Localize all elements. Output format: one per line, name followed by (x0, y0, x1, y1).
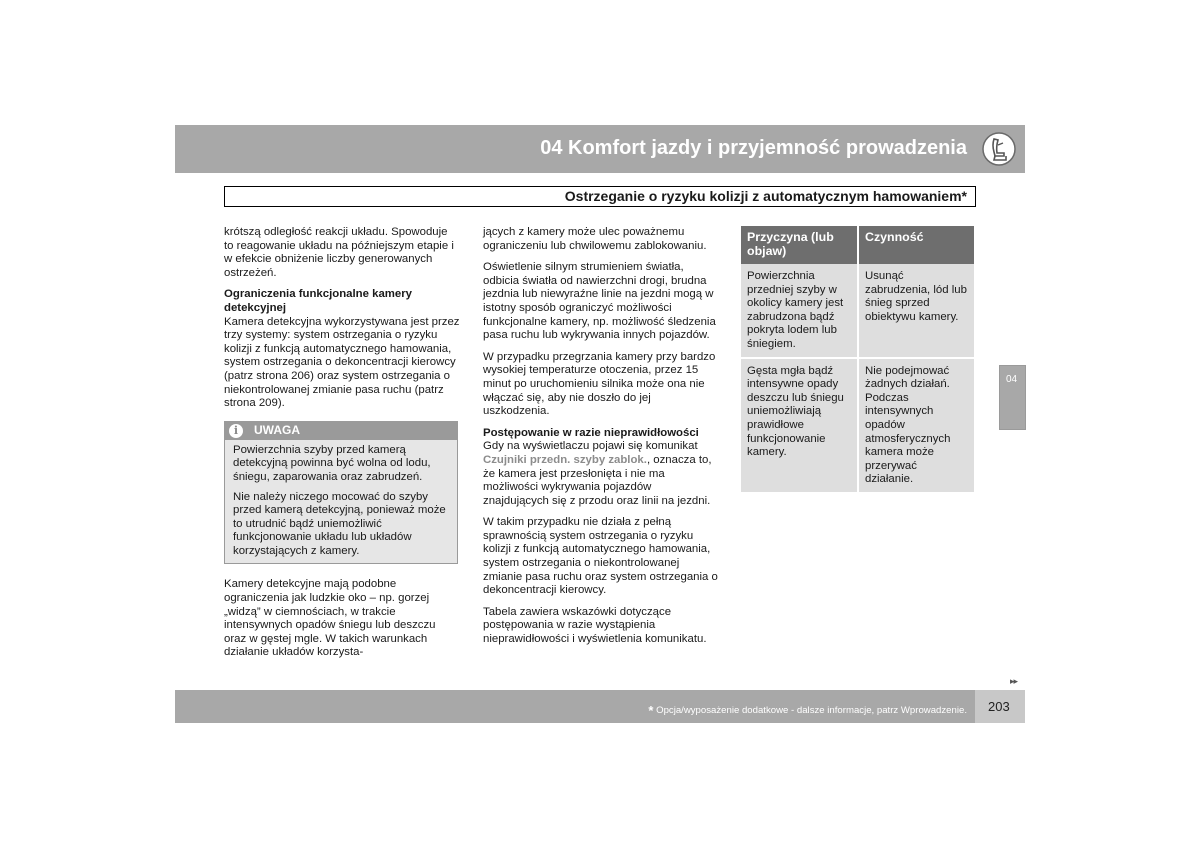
paragraph: Oświetlenie silnym strumieniem światła, odbicia światła od nawierzchni drogi, brudna jezdnia lub niewyraźne linie na jezdni mogą w istotny sposób ograniczyć możliwości funkcjonalne kamery, np. możliwość śledzenia pasa ruchu lub wykrywania innych pojazdów. (483, 261, 716, 342)
subheading: Ograniczenia funkcjonalne kamery detekcyjnej (224, 288, 413, 314)
chapter-title: 04 Komfort jazdy i przyjemność prowadzenia (540, 137, 967, 159)
note-paragraph: Powierzchnia szyby przed kamerą detekcyjną powinna być wolna od lodu, śniegu, zaparowania oraz zabrudzeń. (233, 443, 431, 483)
paragraph: Kamera detekcyjna wykorzystywana jest przez trzy systemy: system ostrzegania o ryzyku kolizji z funkcją automatycznego hamowania, system ostrzegania o dekoncentracji kierowcy (patrz strona 206) oraz system ostrzegania o niekontrolowanej zmianie pasa ruchu (patrz strona 209). (224, 315, 460, 410)
footer-note (648, 703, 967, 718)
paragraph: jących z kamery może ulec poważnemu ograniczeniu lub chwilowemu zablokowaniu. (483, 226, 707, 252)
section-title-box (224, 186, 976, 207)
note-paragraph: Nie należy niczego mocować do szyby przed kamerą detekcyjną, ponieważ może to utrudnić bądź uniemożliwić funkcjonowanie układu lub układów korzystających z kamery. (233, 490, 446, 557)
table-cell: Usunąć zabrudzenia, lód lub śnieg sprzed obiektywu kamery. (857, 264, 974, 357)
paragraph: krótszą odległość reakcji układu. Spowoduje to reagowanie układu na późniejszym etapie i w efekcie obniżenie liczby generowanych ostrzeżeń. (224, 226, 454, 279)
asterisk: * (648, 703, 654, 718)
table-cell: Powierzchnia przedniej szyby w okolicy kamery jest zabrudzona bądź pokryta lodem lub śniegiem. (741, 264, 857, 357)
footer-note-text: Opcja/wyposażenie dodatkowe - dalsze informacje, patrz Wprowadzenie. (653, 705, 967, 716)
text-run: , oznacza to, że kamera jest przesłonięta i nie ma możliwości wykrywania pojazdów znajdujących się z przodu oraz linii na jezdni. (483, 453, 712, 507)
paragraph: Kamery detekcyjne mają podobne ograniczenia jak ludzkie oko – np. gorzej „widzą” w ciemnościach, w trakcie intensywnych opadów śniegu lub deszczu oraz w gęstej mgle. W takich warunkach działanie układów korzysta- (224, 578, 436, 659)
info-icon: i (229, 424, 243, 438)
paragraph: W takim przypadku nie działa z pełną sprawnością system ostrzegania o ryzyku kolizji z funkcją automatycznego hamowania, system ostrzegania o niekontrolowanej zmianie pasa ruchu oraz system ostrzegania o dekoncentracji kierowcy. (483, 516, 718, 597)
table-header-action: Czynność (857, 226, 974, 264)
table-row (741, 264, 974, 357)
troubleshooting-table (741, 226, 974, 492)
chapter-side-tab (999, 365, 1026, 430)
text-column-2 (483, 226, 719, 655)
display-message: Czujniki przedn. szyby zablok. (483, 453, 647, 466)
continue-arrows-icon: ▸▸ (1010, 676, 1018, 686)
page-number-box (975, 690, 1025, 723)
page-number: 203 (988, 699, 1010, 714)
note-box (224, 421, 458, 565)
note-body (225, 440, 457, 564)
text-run: Gdy na wyświetlaczu pojawi się komunikat (483, 440, 698, 453)
paragraph: W przypadku przegrzania kamery przy bardzo wysokiej temperaturze otoczenia, przez 15 minut po uruchomieniu silnika może ona nie włączać się, aby nie doszło do jej uszkodzenia. (483, 350, 716, 418)
paragraph (483, 440, 719, 508)
chapter-header-bar (175, 125, 1025, 173)
note-header (225, 422, 457, 440)
side-tab-label: 04 (1006, 374, 1018, 385)
note-label: UWAGA (254, 422, 300, 437)
paragraph: Tabela zawiera wskazówki dotyczące postępowania w razie wystąpienia nieprawidłowości i wyświetlenia komunikatu. (483, 605, 707, 646)
table-row (741, 357, 974, 492)
table-header-cause: Przyczyna (lub objaw) (741, 226, 857, 264)
table-header-row (741, 226, 974, 264)
seat-icon (981, 131, 1017, 167)
subheading: Postępowanie w razie nieprawidłowości (483, 426, 699, 439)
text-column-1 (224, 226, 460, 668)
table-cell: Gęsta mgła bądź intensywne opady deszczu lub śniegu uniemożliwiają prawidłowe funkcjonowanie kamery. (741, 357, 857, 492)
table-cell: Nie podejmować żadnych działań. Podczas intensywnych opadów atmosferycznych kamera może przerywać działanie. (857, 357, 974, 492)
footer-bar (175, 690, 975, 723)
section-title: Ostrzeganie o ryzyku kolizji z automatycznym hamowaniem* (564, 188, 967, 204)
